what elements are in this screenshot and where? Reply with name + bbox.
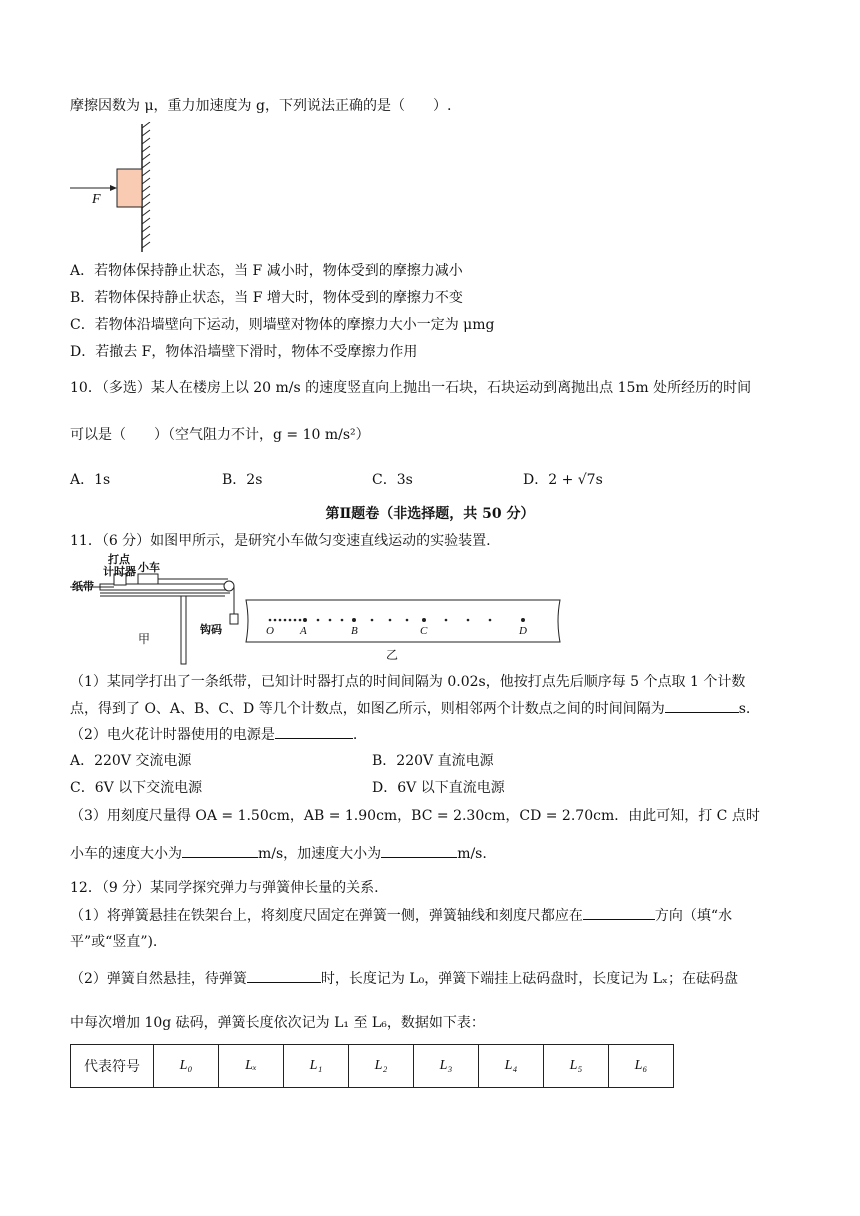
q9-option-c: C．若物体沿墙壁向下运动，则墙壁对物体的摩擦力大小一定为 μmg <box>70 317 495 333</box>
q9-option-d: D．若撤去 F，物体沿墙壁下滑时，物体不受摩擦力作用 <box>70 344 418 360</box>
spring-length-table <box>70 1044 674 1088</box>
force-label: F <box>92 192 101 207</box>
tape-point-o: O <box>266 625 274 637</box>
q11-part2 <box>70 724 357 745</box>
timer-label-2: 计时器 <box>103 565 136 578</box>
q11-part1-text: 点，得到了 O、A、B、C、D 等几个计数点，如图乙所示，则相邻两个计数点之间的时间间隔为 <box>70 701 665 717</box>
timer-label-1: 打点 <box>108 553 130 566</box>
q11-option-c: C．6V 以下交流电源 <box>70 780 203 796</box>
q11-part1-line1: （1）某同学打出了一条纸带，已知计时器打点的时间间隔为 0.02s，他按打点先后顺序每 5 个点取 1 个计数 <box>70 674 746 690</box>
q9-option-b: B．若物体保持静止状态，当 F 增大时，物体受到的摩擦力不变 <box>70 290 463 306</box>
q12-part1-line2: 平”或“竖直”). <box>70 934 158 950</box>
wall-force-figure <box>68 122 168 254</box>
q12-part1-text: （1）将弹簧悬挂在铁架台上，将刻度尺固定在弹簧一侧，弹簧轴线和刻度尺都应在 <box>70 908 583 924</box>
tape-point-d: D <box>519 625 527 637</box>
tape-point-a: A <box>300 625 307 637</box>
tape-point-c: C <box>420 625 428 637</box>
q10-stem-line1: 10．（多选）某人在楼房上以 20 m/s 的速度竖直向上抛出一石块，石块运动到离抛出点 15m 处所经历的时间 <box>70 380 752 396</box>
figure-yi-label: 乙 <box>386 648 399 662</box>
table-head-cell: 代表符号 <box>71 1045 154 1088</box>
table-cell-l3: L₃ <box>414 1045 479 1088</box>
q12-stem: 12．（9 分）某同学探究弹力与弹簧伸长量的关系. <box>70 880 379 896</box>
q11-part3-unit-2: m/s. <box>457 846 487 862</box>
cart-label: 小车 <box>138 561 160 574</box>
tape-point-b: B <box>351 625 358 637</box>
q11-part3-line1: （3）用刻度尺量得 OA = 1.50cm，AB = 1.90cm，BC = 2.30cm，CD = 2.70cm．由此可知，打 C 点时 <box>70 808 760 824</box>
q9-stem: 摩擦因数为 μ，重力加速度为 g，下列说法正确的是（ ）. <box>70 98 452 114</box>
table-cell-l0: L₀ <box>154 1045 219 1088</box>
table-cell-lx: Lₓ <box>219 1045 284 1088</box>
table-cell-l5: L₅ <box>544 1045 609 1088</box>
answer-blank-power[interactable] <box>275 724 353 739</box>
table-cell-l6: L₆ <box>609 1045 674 1088</box>
table-cell-l2: L₂ <box>349 1045 414 1088</box>
answer-blank-interval[interactable] <box>665 698 739 713</box>
q11-part3-unit-1: m/s，加速度大小为 <box>258 846 382 862</box>
q10-option-c: C．3s <box>372 472 413 488</box>
q11-part1-line2 <box>70 698 750 719</box>
table-row <box>71 1045 674 1088</box>
q11-option-d: D．6V 以下直流电源 <box>372 780 505 796</box>
q12-part1-line1 <box>70 905 732 926</box>
q12-part2-text-2: 时，长度记为 L₀，弹簧下端挂上砝码盘时，长度记为 Lₓ；在砝码盘 <box>320 971 738 987</box>
q11-option-a: A．220V 交流电源 <box>70 753 192 769</box>
q9-option-a: A．若物体保持静止状态，当 F 减小时，物体受到的摩擦力减小 <box>70 263 463 279</box>
figure-jia-label: 甲 <box>138 632 151 646</box>
q11-part3-line2 <box>70 843 487 864</box>
q12-part2-line1 <box>70 968 738 989</box>
answer-blank-velocity[interactable] <box>182 843 258 858</box>
q11-part2-text: （2）电火花计时器使用的电源是 <box>70 727 275 743</box>
q11-stem: 11．（6 分）如图甲所示，是研究小车做匀变速直线运动的实验装置. <box>70 533 491 549</box>
q10-option-a: A．1s <box>70 472 111 488</box>
q10-stem-line2: 可以是（ ）（空气阻力不计，g = 10 m/s²） <box>70 427 370 443</box>
q11-part1-unit: s. <box>738 701 751 717</box>
q11-part2-end: . <box>352 727 358 743</box>
paper-tape-figure-yi <box>244 598 564 644</box>
section-heading: 第Ⅱ题卷（非选择题，共 50 分） <box>325 506 535 522</box>
answer-blank-state[interactable] <box>247 968 321 983</box>
answer-blank-direction[interactable] <box>583 905 655 920</box>
answer-blank-acceleration[interactable] <box>381 843 457 858</box>
q10-option-b: B．2s <box>222 472 263 488</box>
q12-part2-line2: 中每次增加 10g 砝码，弹簧长度依次记为 L₁ 至 L₆，数据如下表： <box>70 1015 485 1031</box>
tape-label: 纸带 <box>72 580 94 593</box>
q12-part1-hint: 方向（填“水 <box>654 908 733 924</box>
q10-option-d: D．2 + √7s <box>523 472 603 488</box>
q11-part3-text: 小车的速度大小为 <box>70 846 182 862</box>
table-cell-l1: L₁ <box>284 1045 349 1088</box>
table-cell-l4: L₄ <box>479 1045 544 1088</box>
weight-label: 钩码 <box>200 623 222 636</box>
q11-option-b: B．220V 直流电源 <box>372 753 494 769</box>
q12-part2-text: （2）弹簧自然悬挂，待弹簧 <box>70 971 247 987</box>
